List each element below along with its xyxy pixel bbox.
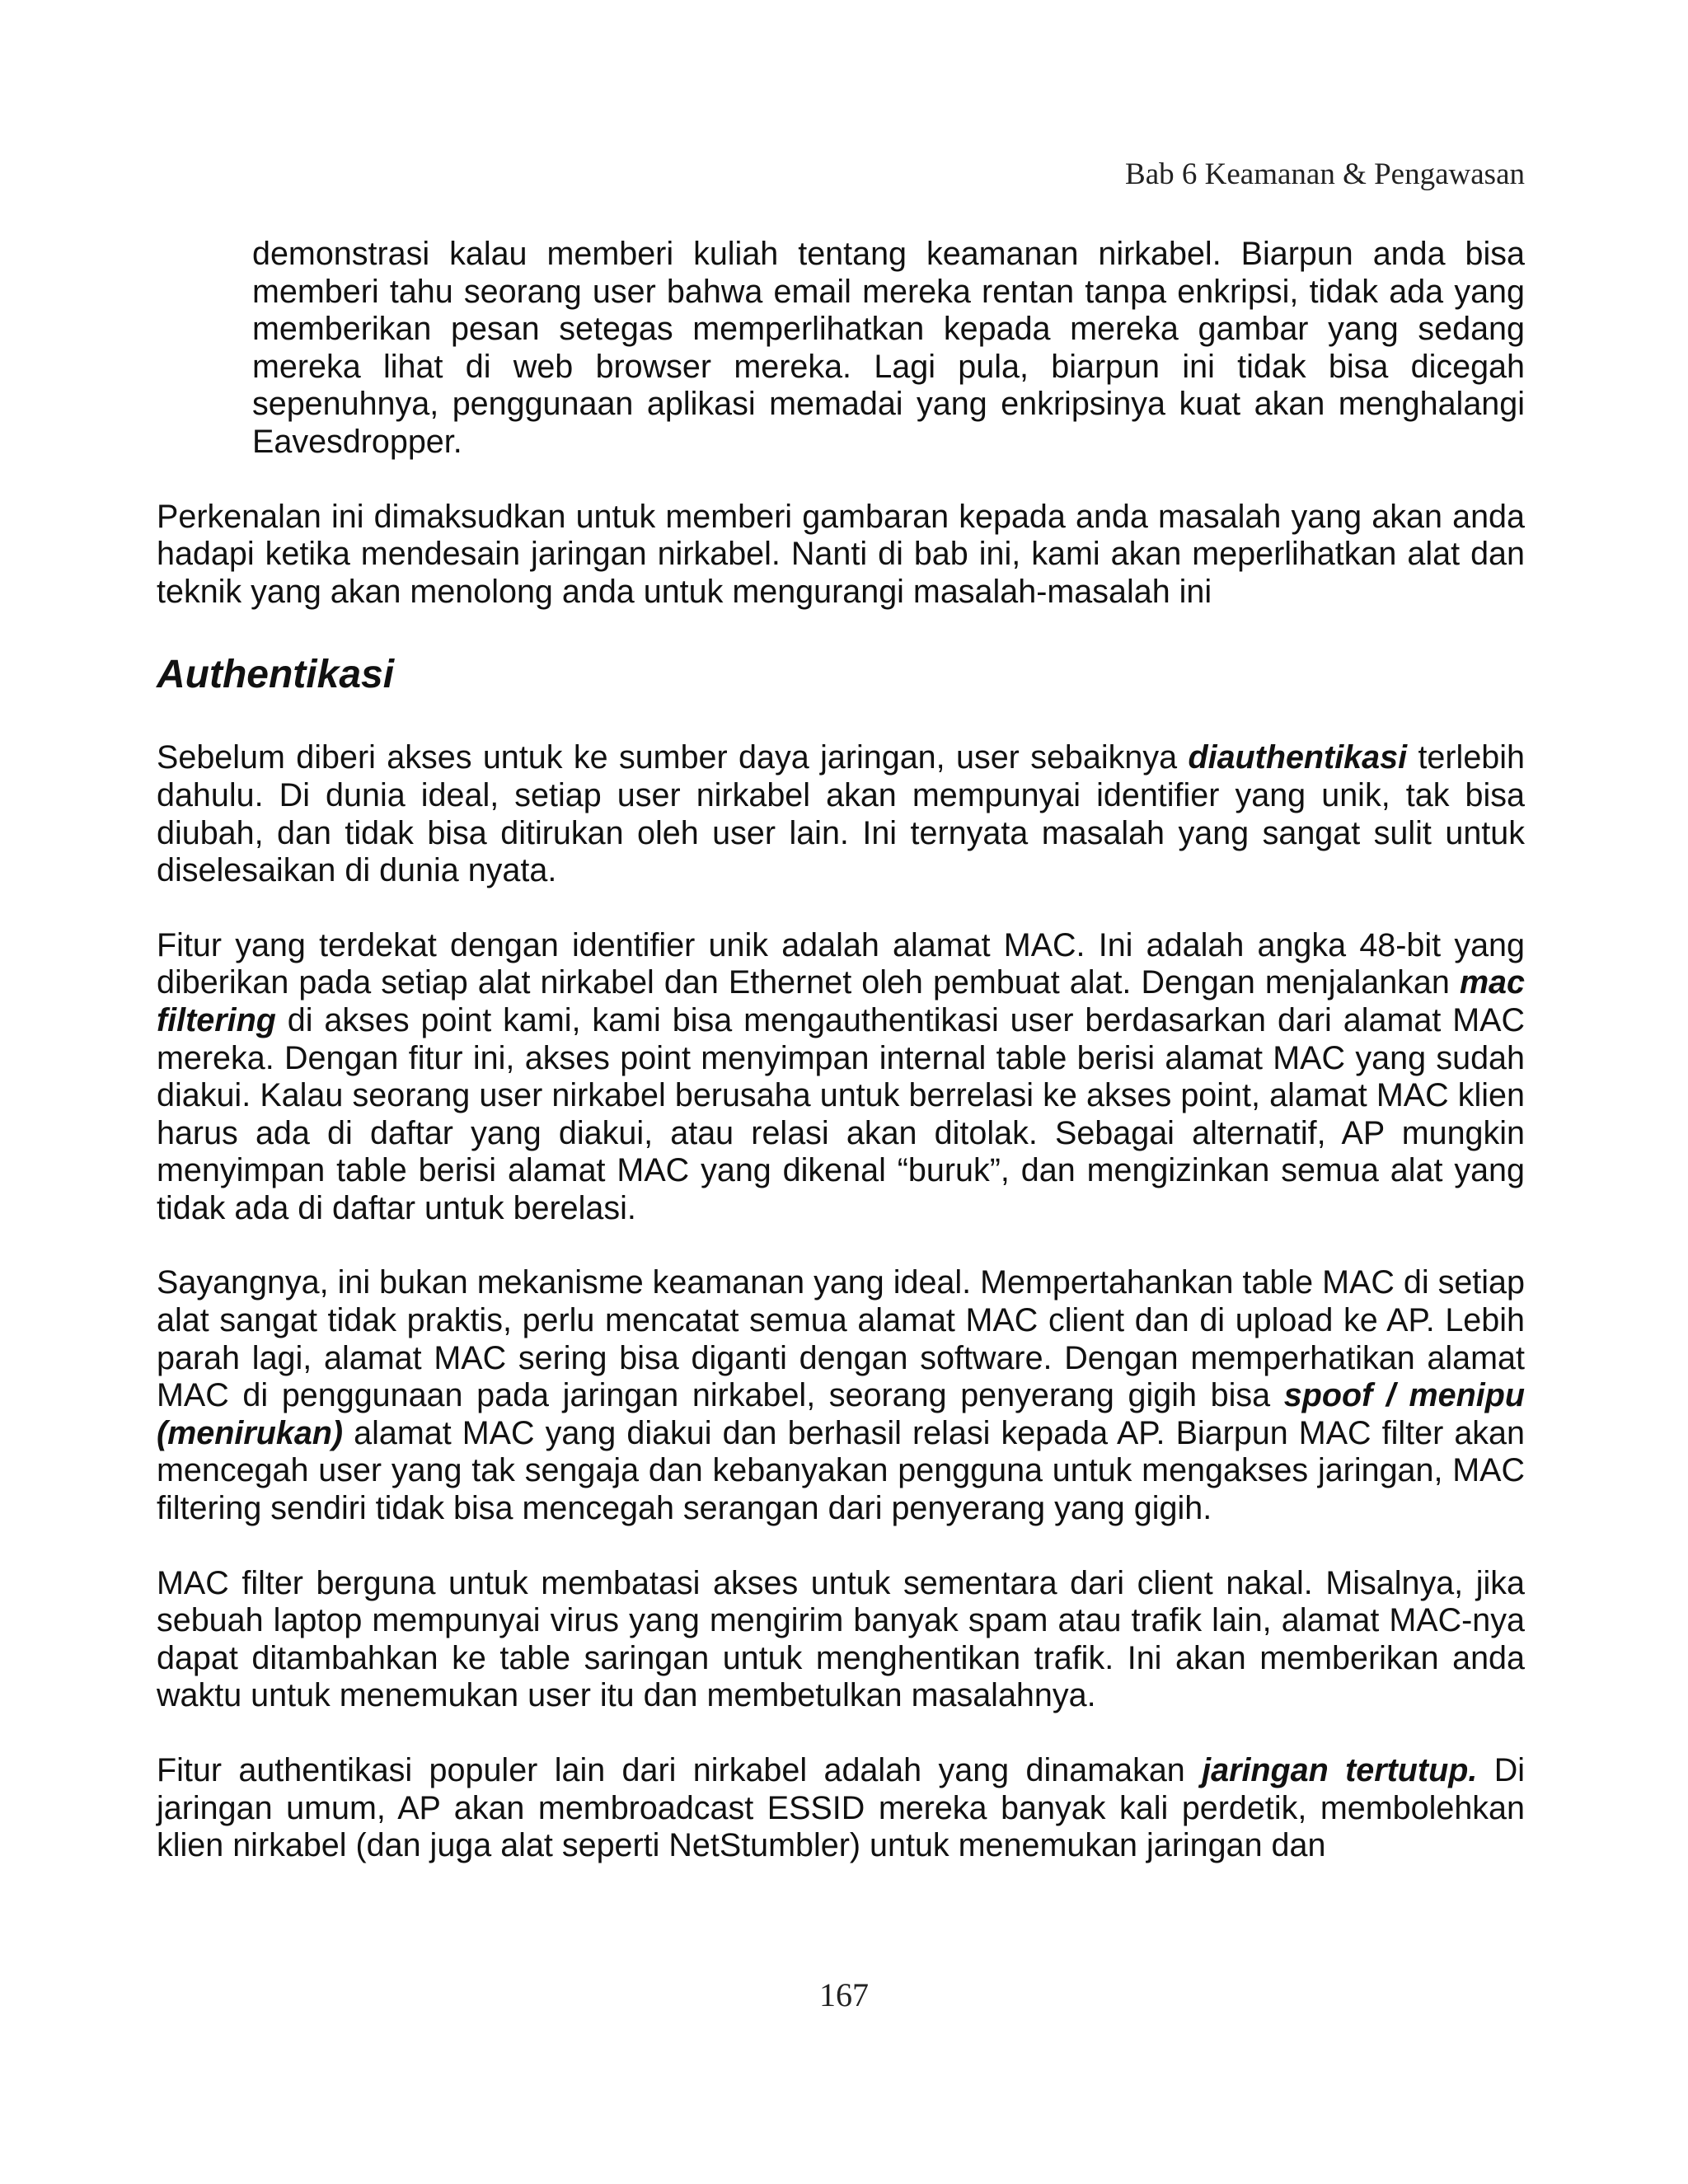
section-heading-authentikasi: Authentikasi <box>157 653 395 697</box>
text-run: alamat MAC yang diakui dan berhasil relasi kepada AP. Biarpun MAC filter akan mencegah user yang tak sengaja dan kebanyakan pengguna untuk mengakses jaringan, MAC filtering sendiri tidak bisa mencegah serangan dari penyerang yang gigih. <box>157 1414 1525 1527</box>
page-body <box>157 236 1525 1865</box>
text-run: Sayangnya, ini bukan mekanisme keamanan yang ideal. Mempertahankan table MAC di setiap alat sangat tidak praktis, perlu mencatat semua alamat MAC client dan di upload ke AP. Lebih parah lagi, alamat MAC sering bisa diganti dengan software. Dengan memperhatikan alamat MAC di penggunaan pada jaringan nirkabel, seorang penyerang gigih bisa <box>157 1264 1525 1414</box>
page-number: 167 <box>819 1976 869 2013</box>
emphasis-spoof: spoof / menipu (menirukan) <box>157 1377 1525 1451</box>
text-run: Sebelum diberi akses untuk ke sumber daya jaringan, user sebaiknya <box>157 739 1189 776</box>
paragraph-intro-continued: demonstrasi kalau memberi kuliah tentang keamanan nirkabel. Biarpun anda bisa memberi tahu seorang user bahwa email mereka rentan tanpa enkripsi, tidak ada yang memberikan pesan setegas memperlihatkan kepada mereka gambar yang sedang mereka lihat di web browser mereka. Lagi pula, biarpun ini tidak bisa dicegah sepenuhnya, penggunaan aplikasi memadai yang enkripsinya kuat akan menghalangi Eavesdropper. <box>252 236 1525 460</box>
running-header: Bab 6 Keamanan & Pengawasan <box>1125 157 1525 191</box>
emphasis-jaringan-tertutup: jaringan tertutup. <box>1202 1752 1478 1788</box>
text-run: di akses point kami, kami bisa mengauthentikasi user berdasarkan dari alamat MAC mereka. Dengan fitur ini, akses point menyimpan internal table berisi alamat MAC yang sudah diakui. Kalau seorang user nirkabel berusaha untuk berrelasi ke akses point, alamat MAC klien harus ada di daftar yang diakui, atau relasi akan ditolak. Sebagai alternatif, AP mungkin menyimpan table berisi alamat MAC yang dikenal “buruk”, dan mengizinkan semua alat yang tidak ada di daftar untuk berelasi. <box>157 1001 1525 1226</box>
text-run: Fitur yang terdekat dengan identifier unik adalah alamat MAC. Ini adalah angka 48-bit yang diberikan pada setiap alat nirkabel dan Ethernet oleh pembuat alat. Dengan menjalankan <box>157 926 1525 1001</box>
paragraph-mac-filter: MAC filter berguna untuk membatasi akses untuk sementara dari client nakal. Misalnya, jika sebuah laptop mempunyai virus yang mengirim banyak spam atau trafik lain, alamat MAC-nya dapat ditambahkan ke table saringan untuk menghentikan trafik. Ini akan memberikan anda waktu untuk menemukan user itu dan membetulkan masalahnya. <box>157 1564 1525 1714</box>
emphasis-diauthentikasi: diauthentikasi <box>1188 739 1408 776</box>
paragraph-sebelum <box>157 739 1525 889</box>
paragraph-fitur-mac <box>157 927 1525 1228</box>
text-run: Di jaringan umum, AP akan membroadcast ESSID mereka banyak kali perdetik, membolehkan klien nirkabel (dan juga alat seperti NetStumbler) untuk menemukan jaringan dan <box>157 1752 1526 1864</box>
text-run: terlebih dahulu. Di dunia ideal, setiap user nirkabel akan mempunyai identifier yang unik, tak bisa diubah, dan tidak bisa ditirukan oleh user lain. Ini ternyata masalah yang sangat sulit untuk diselesaikan di dunia nyata. <box>157 739 1525 889</box>
text-run: Fitur authentikasi populer lain dari nirkabel adalah yang dinamakan <box>157 1752 1203 1788</box>
paragraph-jaringan-tertutup <box>157 1752 1525 1865</box>
paragraph-sayangnya <box>157 1264 1525 1527</box>
emphasis-mac-filtering: mac filtering <box>157 964 1525 1038</box>
paragraph-perkenalan: Perkenalan ini dimaksudkan untuk memberi gambaran kepada anda masalah yang akan anda hadapi ketika mendesain jaringan nirkabel. Nanti di bab ini, kami akan meperlihatkan alat dan teknik yang akan menolong anda untuk mengurangi masalah-masalah ini <box>157 498 1525 610</box>
